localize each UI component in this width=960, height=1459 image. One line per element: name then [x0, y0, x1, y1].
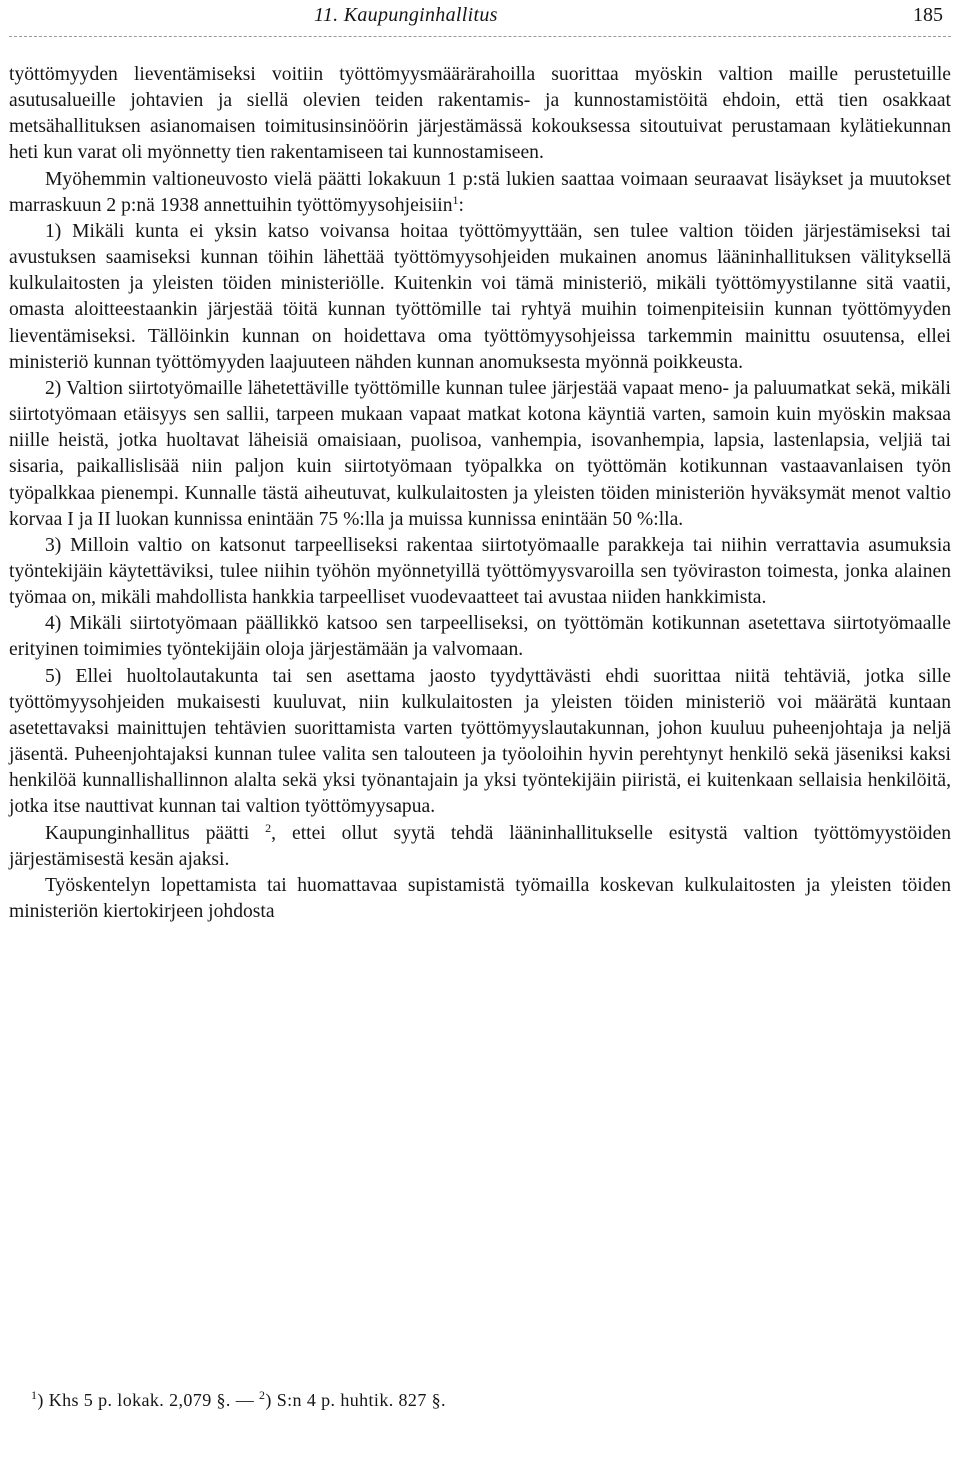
paragraph-text: Myöhemmin valtioneuvosto vielä päätti lokakuun 1 p:stä lukien saattaa voimaan seuraavat lisäykset ja muutokset marraskuun 2 p:nä 1938 annettuihin työttömyysohjeisiin — [9, 168, 951, 216]
footnotes — [31, 1388, 446, 1412]
page-header — [9, 0, 951, 32]
footnote-marker-1: 1 — [31, 1388, 38, 1402]
paragraph-closing — [9, 873, 951, 925]
paragraph-text: Kaupunginhallitus päätti — [45, 822, 250, 844]
document-page — [9, 0, 951, 1410]
paragraph-decision — [9, 821, 951, 873]
paragraph-text: 4) Mikäli siirtotyömaan päällikkö katsoo sen tarpeelliseksi, on työttömän kotikunnan asetettava siirtotyömaalle erityinen toimimies työntekijäin oloja järjestämään ja valvomaan. — [9, 613, 951, 661]
paragraph-item-2 — [9, 376, 951, 533]
footnote-marker-2: 2 — [259, 1388, 266, 1402]
paragraph-item-4 — [9, 611, 951, 663]
paragraph-text: 2) Valtion siirtotyömaille lähetettäville työttömille kunnan tulee järjestää vapaat meno- ja paluumatkat sekä, mikäli siirtotyömaan etäisyys sen sallii, tarpeen mukaan vapaat matkat kotona käyntiä varten, samoin kuin myöskin maksaa niille heistä, jotka huoltavat läheisiä omaisiaan, puolisoa, vanhempia, isovanhempia, lapsia, lastenlapsia, veljiä tai sisaria, paikallislisää niin paljon kuin siirtotyömaan työpalkka on työttömän kotikunnan vastaavanlaisen työn työpalkkaa pienempi. Kunnalle tästä aiheutuvat, kulkulaitosten ja yleisten töiden ministeriön hyväksymät menot valtio korvaa I ja II luokan kunnissa enintään 75 %:lla ja muissa kunnissa enintään 50 %:lla. — [9, 377, 951, 530]
footnote-text-2: ) S:n 4 p. huhtik. 827 §. — [265, 1390, 446, 1410]
paragraph-text: 3) Milloin valtio on katsonut tarpeelliseksi rakentaa siirtotyömaalle parakkeja tai niihin verrattavia asumuksia työntekijäin käytettäviksi, tulee niihin työhön myönnetyillä työttömyysvaroilla sen työviraston toimesta, jonka alainen työmaa on, mikäli mahdollista hankkia tarpeelliset vuodevaatteet tai avustaa niiden hankkimista. — [9, 534, 951, 609]
paragraph-continuation — [9, 62, 951, 167]
body-text — [9, 62, 951, 925]
header-rule — [9, 36, 951, 37]
paragraph-text: 1) Mikäli kunta ei yksin katso voivansa hoitaa työttömyyttään, sen tulee valtion töiden järjestämiseksi tai avustuksen saamiseksi kunnan töihin lähettää työttömyysohjeiden mukainen anomus lääninhallituksen välityksellä kulkulaitosten ja yleisten töiden ministeriölle. Kuitenkin voi tämä ministeriö, mikäli työttömyystilanne sitä vaatii, omasta aloitteestaankin järjestää töitä kunnan työttömille tai ryhtyä muihin toimenpiteisiin kunnan työttömyyden lieventämiseksi. Tällöinkin kunnan on hoidettava oma työttömyysohjeissa tarkemmin mainittu osuutensa, ellei ministeriö kunnan työttömyyden laajuuteen nähden kunnan anomuksesta myönnä poikkeusta. — [9, 220, 951, 373]
paragraph-text-tail: : — [458, 194, 464, 216]
footnote-ref-1: 1 — [452, 192, 459, 207]
running-head: 11. Kaupunginhallitus — [314, 4, 498, 26]
paragraph-text-tail: , ettei ollut syytä tehdä lääninhallitukselle esitystä valtion työttömyystöiden järjestämisestä kesän ajaksi. — [9, 822, 951, 870]
paragraph-amendments-intro — [9, 167, 951, 219]
paragraph-text: 5) Ellei huoltolautakunta tai sen asettama jaosto tyydyttävästi ehdi suorittaa niitä tehtäviä, jotka sille työttömyysohjeiden mukaisesti kuuluvat, niin kulkulaitosten ja yleisten töiden ministeriö voi määrätä kuntaan asetettavaksi mainittujen tehtävien suorittamista varten työttömyyslautakunnan, johon kuuluu puheenjohtaja ja neljä jäsentä. Puheenjohtajaksi kunnan tulee valita sen talouteen ja työoloihin hyvin perehtynyt henkilö sekä jäseniksi kaksi henkilöä kunnallishallinnon alalta sekä yksi työnantajain ja yksi työntekijäin piiristä, ei kuitenkaan sellaisia henkilöitä, jotka itse nauttivat kunnan tai valtion työttömyysapua. — [9, 665, 951, 818]
paragraph-item-1 — [9, 219, 951, 376]
paragraph-item-5 — [9, 664, 951, 821]
paragraph-text: työttömyyden lieventämiseksi voitiin työttömyysmäärärahoilla suorittaa myöskin valtion maille perustetuille asutusalueille johtavien ja siellä olevien teiden rakentamis- ja kunnostamistöitä ehdoin, että tien osakkaat metsähallituksen asianomaisen toimitusinsinöörin järjestämässä kokouksessa sitoutuivat perustamaan kylätiekunnan heti kun varat oli myönnetty tien rakentamiseen tai kunnostamiseen. — [9, 64, 951, 164]
paragraph-text: Työskentelyn lopettamista tai huomattavaa supistamistä työmailla koskevan kulkulaitosten ja yleisten töiden ministeriön kiertokirjeen johdosta — [9, 874, 951, 922]
footnote-ref-2: 2 — [265, 820, 272, 835]
paragraph-item-3 — [9, 533, 951, 611]
page-number: 185 — [913, 4, 943, 26]
footnote-text-1: ) Khs 5 p. lokak. 2,079 §. — — [37, 1390, 255, 1410]
